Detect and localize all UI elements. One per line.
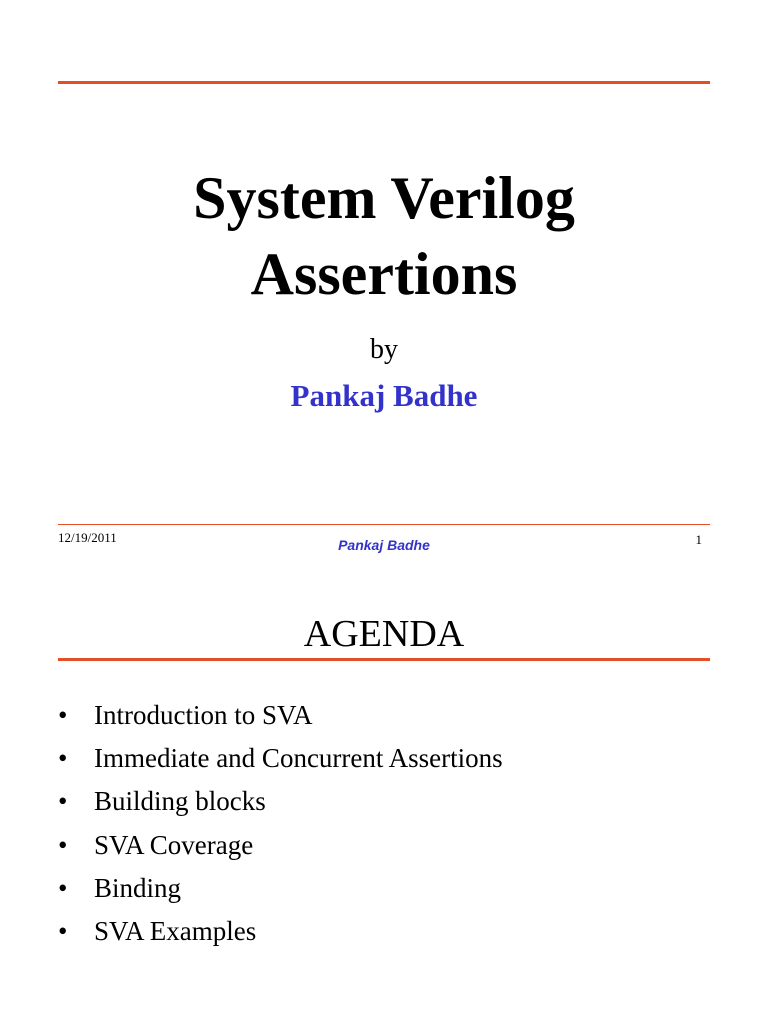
agenda-divider bbox=[58, 658, 710, 661]
agenda-item bbox=[58, 694, 503, 737]
agenda-item bbox=[58, 780, 503, 823]
agenda-item bbox=[58, 737, 503, 780]
agenda-list bbox=[58, 694, 503, 953]
page-number: 1 bbox=[695, 532, 702, 547]
bullet-icon: • bbox=[58, 829, 68, 860]
bullet-icon: • bbox=[58, 872, 68, 903]
slide-title bbox=[0, 160, 768, 312]
agenda-item-label: SVA Examples bbox=[94, 916, 257, 947]
title-line-2: Assertions bbox=[250, 241, 518, 307]
agenda-heading: AGENDA bbox=[303, 613, 465, 655]
footer-author: Pankaj Badhe bbox=[338, 537, 430, 553]
agenda-item-label: Building blocks bbox=[94, 786, 266, 817]
agenda-item bbox=[58, 824, 503, 867]
by-label: by bbox=[370, 334, 398, 365]
agenda-item-label: Immediate and Concurrent Assertions bbox=[94, 743, 503, 774]
agenda-item-label: SVA Coverage bbox=[94, 829, 254, 860]
title-line-1: System Verilog bbox=[193, 165, 575, 231]
bullet-icon: • bbox=[58, 743, 68, 774]
agenda-item bbox=[58, 910, 503, 953]
top-divider bbox=[58, 81, 710, 84]
bullet-icon: • bbox=[58, 786, 68, 817]
footer-divider bbox=[58, 524, 710, 525]
author-name: Pankaj Badhe bbox=[290, 378, 478, 413]
footer-date: 12/19/2011 bbox=[58, 530, 117, 545]
bullet-icon: • bbox=[58, 916, 68, 947]
agenda-item-label: Introduction to SVA bbox=[94, 700, 313, 730]
agenda-item bbox=[58, 867, 503, 910]
bullet-icon: • bbox=[58, 700, 68, 730]
agenda-item-label: Binding bbox=[94, 872, 182, 903]
